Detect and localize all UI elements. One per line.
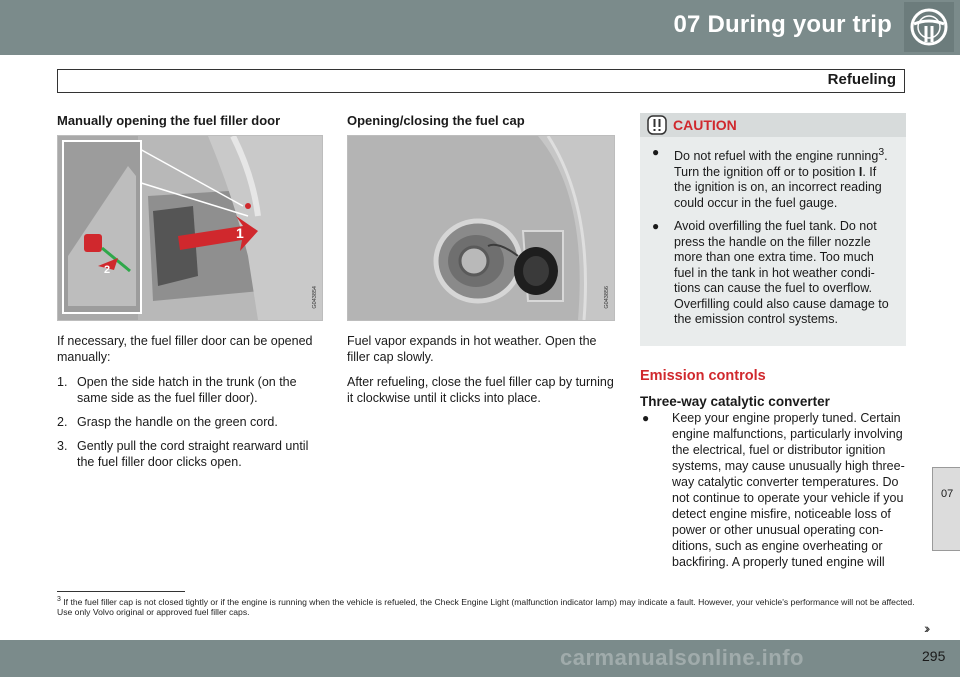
- catalytic-converter-heading: Three-way catalytic converter: [640, 393, 830, 409]
- column-manual-door: [57, 113, 323, 478]
- figure-code: G043854: [312, 286, 318, 309]
- page-number: 295: [922, 648, 946, 664]
- next-page-arrows-icon[interactable]: ››: [924, 620, 928, 636]
- caution-title: CAUTION: [673, 117, 737, 133]
- list-item: 3. Gently pull the cord straight rearward until the fuel filler door clicks open.: [57, 439, 309, 469]
- caution-header: [640, 113, 906, 137]
- bullet-icon: ●: [652, 145, 660, 159]
- list-item: ● Do not refuel with the engine running$^3$. Turn the ignition off or to position I. If the ignition is on, an incorrect reading could occur in the fuel gauge.: [652, 145, 888, 210]
- manual-door-heading: Manually opening the fuel filler door: [57, 113, 281, 128]
- bullet-icon: ●: [642, 410, 650, 425]
- chapter-side-tab[interactable]: [932, 467, 960, 551]
- list-item: ● Keep your engine properly tuned. Certain engine malfunctions, particularly involving the electrical, fuel or distributor ignition systems, may cause unusually high three-way catalytic converter temperatures. Do not continue to operate your vehicle if you detect engine misfire, noticeable loss of power or other unusual operating con-ditions, such as engine overheating or backfiring. A properly tuned engine will: [642, 410, 905, 569]
- bullet-icon: ●: [652, 219, 660, 234]
- list-item: 1. Open the side hatch in the trunk (on the same side as the fuel filler door).: [57, 375, 297, 405]
- footnote-ref: 3: [878, 147, 885, 158]
- steering-wheel-icon: [904, 2, 954, 52]
- column-caution-emission: [640, 113, 906, 570]
- chapter-title: 07 During your trip: [673, 11, 892, 38]
- footnote: $^3$ If the fuel filler cap is not closed tightly or if the engine is running when the vehicle is refueled, the Check Engine Light (malfunction indicator lamp) may indicate a fault. However, your vehicle's performance will not be affected. Use only Volvo original or approved fuel filler caps.: [57, 596, 915, 617]
- section-bar: [57, 69, 905, 93]
- figure-code: G043856: [604, 286, 610, 309]
- trunk-release-figure: [57, 135, 323, 321]
- chapter-icon-box: [904, 2, 954, 52]
- caution-box: [640, 113, 906, 346]
- column-fuel-cap: [347, 113, 615, 415]
- emission-list: [640, 410, 906, 570]
- manual-door-steps: [57, 374, 323, 470]
- step-badge-1: 1: [236, 225, 244, 241]
- manual-door-intro: If necessary, the fuel filler door can be opened manually:: [57, 334, 313, 364]
- fuel-cap-heading: Opening/closing the fuel cap: [347, 113, 525, 128]
- warning-icon: [647, 115, 667, 135]
- trunk-illustration: [58, 136, 322, 320]
- step-badge-2: 2: [104, 264, 111, 276]
- fuel-cap-illustration: [348, 136, 614, 320]
- caution-list: [640, 137, 906, 328]
- list-item: ● Avoid overfilling the fuel tank. Do not press the handle on the filler nozzle more than one extra time. Too much fuel in the tank in hot weather condi-tions can cause the fuel to overflow. Overfilling could also cause damage to the emission control systems.: [652, 219, 889, 327]
- section-title: Refueling: [827, 71, 896, 88]
- fuel-cap-para-2: After refueling, close the fuel filler cap by turning it clockwise until it clicks into place.: [347, 375, 614, 405]
- side-tab-label: 07: [941, 488, 954, 500]
- fuel-cap-figure: [347, 135, 615, 321]
- list-item: 2. Grasp the handle on the green cord.: [57, 415, 278, 429]
- fuel-cap-para-1: Fuel vapor expands in hot weather. Open the filler cap slowly.: [347, 334, 597, 364]
- emission-heading: Emission controls: [640, 367, 766, 384]
- watermark: carmanualsonline.info: [560, 645, 804, 670]
- footnote-rule: [57, 591, 185, 592]
- footer-bar: [0, 640, 960, 677]
